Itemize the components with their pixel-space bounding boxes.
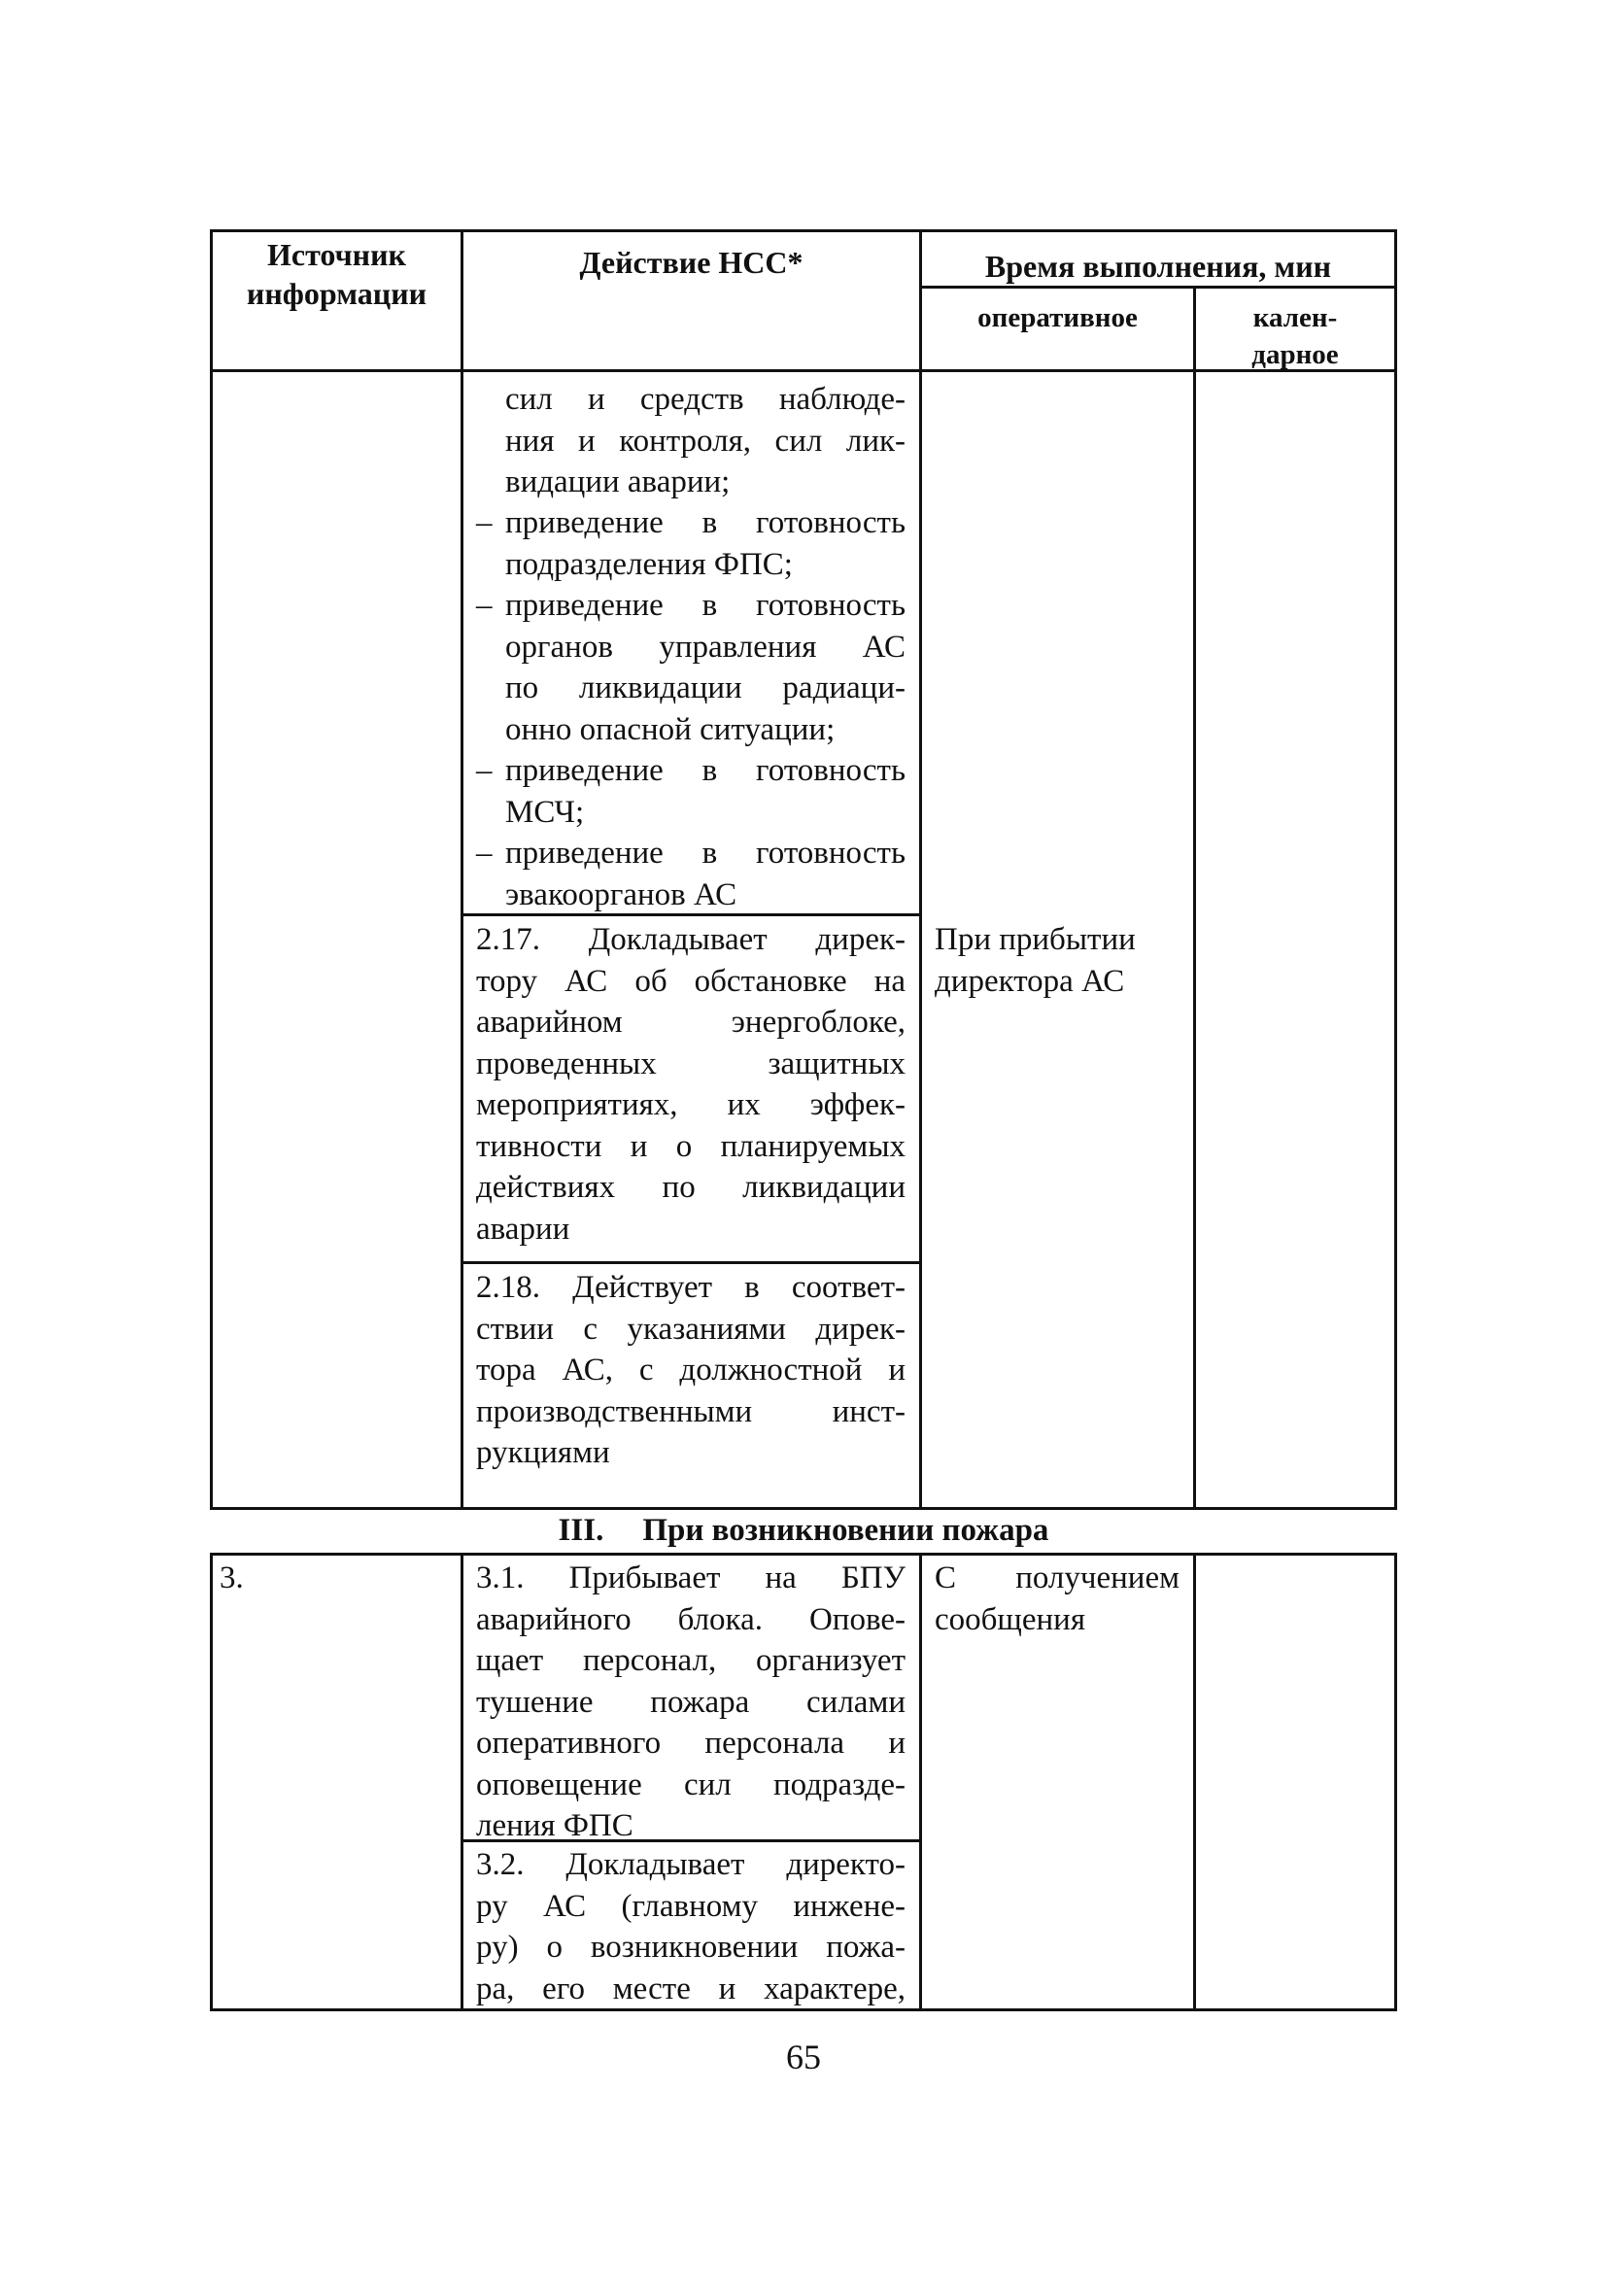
list-item-line: органов управления АС [505,629,906,665]
header-source-line2: информации [246,276,427,311]
header-calendar-line1: кален- [1252,302,1338,333]
list-item [476,502,906,585]
row2-action-line: тивности и о планируемых [476,1128,906,1164]
row4-action-line: оповещение сил подразде- [476,1766,906,1802]
dash-marker: – [476,505,493,540]
list-item-line: эвакоорганов АС [505,876,737,912]
section-number: III. [558,1513,604,1548]
header-operative-label: оперативное [977,302,1138,333]
list-item-line: приведение в готовность [505,753,906,788]
row3-action [476,1267,906,1474]
action-operative-divider [919,229,922,1510]
row5-action-line: ра, его месте и характере, [476,1970,906,2006]
row2-operative-line: директора АС [935,963,1125,999]
list-item-line: подразделения ФПС; [505,546,793,582]
row4-operative-line: С получением [935,1560,1180,1595]
row4-source-number: 3. [220,1560,244,1595]
table-top-border [210,229,1397,232]
row2-action-line: проведенных защитных [476,1045,906,1081]
dash-marker: – [476,753,493,788]
row3-action-line: 2.18. Действует в соответ- [476,1270,906,1305]
row2-operative [935,919,1185,1002]
header-time [922,247,1394,286]
header-time-label: Время выполнения, мин [984,249,1332,284]
time-header-divider [919,286,1397,289]
row5-action-line: ру) о возникновении пожа- [476,1930,906,1965]
list-item-line: онно опасной ситуации; [505,711,836,747]
row4-source [220,1558,453,1599]
operative-calendar-divider [1193,286,1196,1510]
table-left-border [210,229,213,1510]
header-source [213,235,461,313]
header-calendar-line2: дарное [1251,339,1339,370]
row2-action-line: тору АС об обстановке на [476,963,906,999]
row2-operative-line: При прибытии [935,922,1136,957]
table-right-border-lower [1394,1553,1397,2011]
row4-action [476,1558,906,1847]
row1-items [476,502,906,915]
row1-action-line: сил и средств наблюде- [505,382,906,417]
table-left-border-lower [210,1553,213,2011]
row3-action-line: тора АС, с должностной и [476,1353,906,1388]
list-item-line: приведение в готовность [505,588,906,623]
dash-marker: – [476,588,493,623]
row2-action [476,919,906,1250]
row3-action-line: рукциями [476,1435,610,1470]
row5-action [476,1844,906,2009]
list-item-line: МСЧ; [505,794,585,830]
row2-action-line: действиях по ликвидации [476,1170,906,1205]
row2-action-line: аварии [476,1211,570,1247]
row-divider-218 [461,1261,921,1264]
row4-operative-line: сообщения [935,1601,1085,1637]
source-action-divider [461,229,463,1510]
row4-action-line: щает персонал, организует [476,1643,906,1678]
action-operative-divider-lower [919,1553,922,2011]
row1-action [505,379,906,503]
section-bottom-border [210,1553,1397,1556]
list-item [476,750,906,833]
row2-action-line: 2.17. Докладывает дирек- [476,922,906,957]
row4-action-line: тушение пожара силами [476,1684,906,1720]
row4-operative [935,1558,1180,1640]
header-calendar [1196,299,1394,373]
section-title: При возникновении пожара [642,1513,1049,1548]
list-item [476,833,906,915]
table-right-border [1394,229,1397,1510]
section-heading [212,1509,1395,1553]
row5-action-line: 3.2. Докладывает директо- [476,1847,906,1882]
header-operative [922,299,1193,336]
row1-action-line: ния и контроля, сил лик- [505,423,906,459]
page-number: 65 [786,2038,821,2076]
row4-action-line: ления ФПС [476,1808,633,1843]
row4-action-line: 3.1. Прибывает на БПУ [476,1560,906,1595]
row2-action-line: аварийном энергоблоке, [476,1005,906,1040]
row2-action-line: мероприятиях, их эффек- [476,1087,906,1122]
header-action [463,243,919,282]
source-action-divider-lower [461,1553,463,2011]
list-item-line: приведение в готовность [505,836,906,871]
dash-marker: – [476,836,493,871]
row4-action-line: оперативного персонала и [476,1726,906,1761]
row3-action-line: производственными инст- [476,1393,906,1429]
list-item [476,585,906,750]
row3-action-line: ствии с указаниями дирек- [476,1311,906,1347]
row5-action-line: ру АС (главному инжене- [476,1888,906,1924]
header-source-line1: Источник [267,237,406,272]
list-item-line: приведение в готовность [505,505,906,540]
operative-calendar-divider-lower [1193,1553,1196,2011]
header-action-label: Действие НСС* [579,245,804,280]
row1-action-line: видации аварии; [505,464,731,499]
list-item-line: по ликвидации радиаци- [505,670,906,705]
row4-action-line: аварийного блока. Опове- [476,1601,906,1637]
